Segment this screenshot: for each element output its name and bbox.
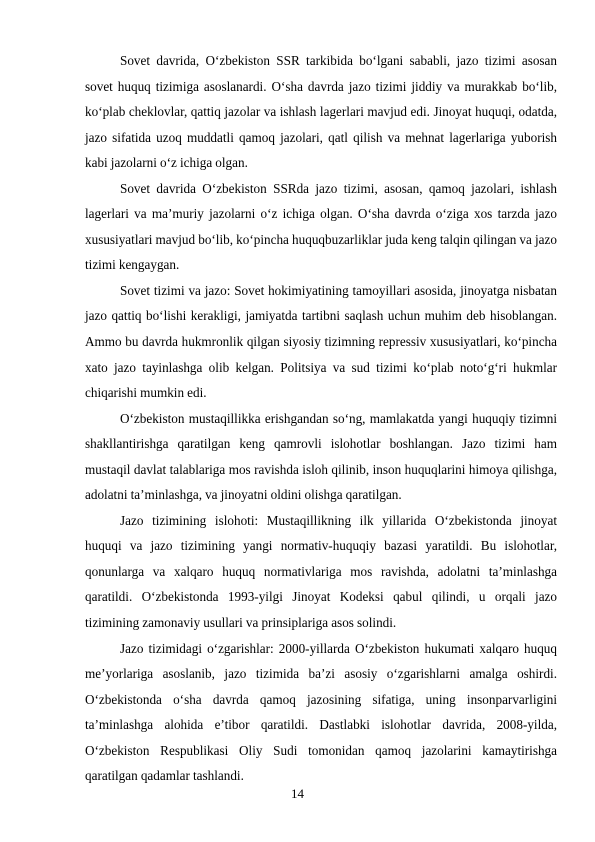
paragraph-penal-system-changes: Jazo tizimidagi o‘zgarishlar: 2000-yillarda O‘zbekiston hukumati xalqaro huquq me’yorlariga asoslanib, jazo tizimida ba’zi asosiy o‘zgarishlarni amalga oshirdi. O‘zbekistonda o‘sha davrda qamoq jazosining sifatiga, uning insonparvarligini ta’minlashga alohida e’tibor qaratildi. Dastlabki islohotlar davrida, 2008-yilda, O‘zbekiston Respublikasi Oliy Sudi tomonidan qamoq jazolarini kamaytirishga qaratilgan qadamlar tashlandi. <box>85 640 557 784</box>
paragraph-penal-system-reform: Jazo tizimining islohoti: Mustaqillikning ilk yillarida O‘zbekistonda jinoyat huquqi va jazo tizimining yangi normativ-huquqiy bazasi yaratildi. Bu islohotlar, qonunlarga va xalqaro huquq normativlariga mos ravishda, adolatni ta’minlashga qaratildi. O‘zbekistonda 1993-yilgi Jinoyat Kodeksi qabul qilindi, u orqali jazo tizimining zamonaviy usullari va prinsiplariga asos solindi. <box>85 512 557 631</box>
paragraph-soviet-system-and-punishment: Sovet tizimi va jazo: Sovet hokimiyatining tamoyillari asosida, jinoyatga nisbatan jazo qattiq bo‘lishi kerakligi, jamiyatda tartibni saqlash uchun muhim deb hisoblangan. Ammo bu davrda hukmronlik qilgan siyosiy tizimning repressiv xususiyatlari, ko‘pincha xato jazo tayinlashga olib kelgan. Politsiya va sud tizimi ko‘plab noto‘g‘ri hukmlar chiqarishi mumkin edi. <box>85 282 557 401</box>
paragraph-soviet-period: Sovet davrida, O‘zbekiston SSR tarkibida bo‘lgani sababli, jazo tizimi asosan sovet huquq tizimiga asoslanardi. O‘sha davrda jazo tizimi jiddiy va murakkab bo‘lib, ko‘plab cheklovlar, qattiq jazolar va ishlash lagerlari mavjud edi. Jinoyat huquqi, odatda, jazo sifatida uzoq muddatli qamoq jazolari, qatl qilish va mehnat lagerlariga yuborish kabi jazolarni o‘z ichiga olgan. <box>85 53 557 171</box>
paragraph-soviet-ssr-penal-system: Sovet davrida O‘zbekiston SSRda jazo tizimi, asosan, qamoq jazolari, ishlash lagerlari va ma’muriy jazolarni o‘z ichiga olgan. O‘sha davrda o‘ziga xos tarzda jazo xususiyatlari mavjud bo‘lib, ko‘pincha huquqbuzarliklar juda keng talqin qilingan va jazo tizimi kengaygan. <box>85 180 557 273</box>
paragraph-independence-reforms: O‘zbekiston mustaqillikka erishgandan so‘ng, mamlakatda yangi huquqiy tizimni shakllantirishga qaratilgan keng qamrovli islohotlar boshlangan. Jazo tizimi ham mustaqil davlat talablariga mos ravishda isloh qilinib, inson huquqlarini himoya qilishga, adolatni ta’minlashga, va jinoyatni oldini olishga qaratilgan. <box>85 410 557 503</box>
page-number: 14 <box>291 786 304 801</box>
document-body <box>85 48 557 789</box>
